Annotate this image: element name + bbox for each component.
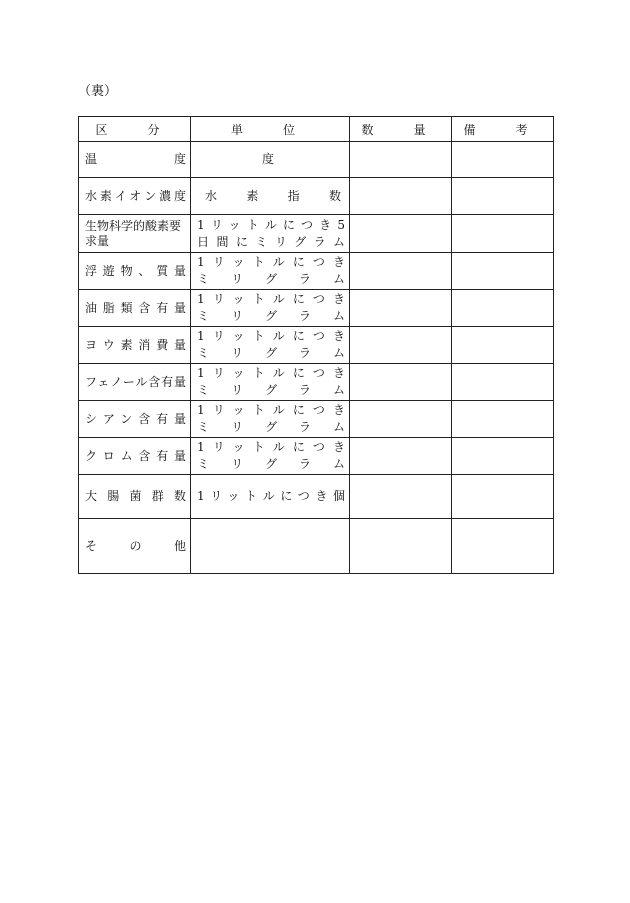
header-unit: 単 位	[191, 117, 350, 142]
table-row	[79, 364, 554, 401]
row-category: 水素イオン濃度	[79, 178, 191, 215]
unit-line: 1リットルにつき	[197, 403, 345, 417]
row-quantity	[350, 253, 452, 290]
row-quantity	[350, 438, 452, 475]
unit-line: 1リットルにつき個	[197, 489, 345, 503]
row-remarks	[452, 253, 554, 290]
row-unit	[191, 290, 350, 327]
row-remarks	[452, 327, 554, 364]
row-category: シアン含有量	[79, 401, 191, 438]
row-unit	[191, 438, 350, 475]
unit-line: 1リットルにつき	[197, 440, 345, 454]
table-row	[79, 290, 554, 327]
row-remarks	[452, 215, 554, 253]
header-remarks: 備 考	[452, 117, 554, 142]
unit-line: 1リットルにつき	[197, 292, 345, 306]
row-category: 油脂類含有量	[79, 290, 191, 327]
row-quantity	[350, 401, 452, 438]
measurement-table	[78, 116, 554, 574]
table-row	[79, 327, 554, 364]
table-row	[79, 519, 554, 574]
row-quantity	[350, 475, 452, 519]
row-unit	[191, 401, 350, 438]
row-remarks	[452, 364, 554, 401]
row-category: クロム含有量	[79, 438, 191, 475]
row-quantity	[350, 519, 452, 574]
page-side-label: （裏）	[78, 84, 118, 99]
row-category: 生物科学的酸素要求量	[79, 215, 191, 253]
unit-line: 1リットルにつき	[197, 255, 345, 269]
row-category: 浮遊物、質量	[79, 253, 191, 290]
row-unit	[191, 327, 350, 364]
row-unit	[191, 215, 350, 253]
row-unit	[191, 519, 350, 574]
row-remarks	[452, 475, 554, 519]
table-row	[79, 253, 554, 290]
unit-line: 1リットルにつき	[197, 366, 345, 380]
row-remarks	[452, 290, 554, 327]
row-unit	[191, 475, 350, 519]
table-row	[79, 178, 554, 215]
table-row	[79, 215, 554, 253]
row-remarks	[452, 178, 554, 215]
unit-line: ミリグラム	[197, 420, 345, 434]
row-remarks	[452, 142, 554, 178]
row-quantity	[350, 215, 452, 253]
row-quantity	[350, 364, 452, 401]
row-category: 大腸菌群数	[79, 475, 191, 519]
unit-line: 日間にミリグラム	[197, 234, 345, 249]
row-unit: 度	[191, 142, 350, 178]
row-remarks	[452, 401, 554, 438]
unit-line: 1リットルにつき5	[197, 217, 345, 232]
row-unit: 水素指数	[191, 178, 350, 215]
table-row	[79, 475, 554, 519]
row-category: ヨウ素消費量	[79, 327, 191, 364]
header-quantity: 数 量	[350, 117, 452, 142]
table-row	[79, 438, 554, 475]
unit-line: ミリグラム	[197, 346, 345, 360]
table-row	[79, 401, 554, 438]
row-category: 温度	[79, 142, 191, 178]
row-unit	[191, 364, 350, 401]
row-unit	[191, 253, 350, 290]
row-category: フェノール含有量	[79, 364, 191, 401]
unit-line: 1リットルにつき	[197, 329, 345, 343]
row-quantity	[350, 178, 452, 215]
row-quantity	[350, 290, 452, 327]
unit-line: ミリグラム	[197, 309, 345, 323]
row-remarks	[452, 519, 554, 574]
unit-line: ミリグラム	[197, 457, 345, 471]
table-row	[79, 142, 554, 178]
row-remarks	[452, 438, 554, 475]
table-header-row	[79, 117, 554, 142]
header-category: 区 分	[79, 117, 191, 142]
unit-line: ミリグラム	[197, 272, 345, 286]
row-category: その他	[79, 519, 191, 574]
row-quantity	[350, 327, 452, 364]
unit-line: ミリグラム	[197, 383, 345, 397]
row-quantity	[350, 142, 452, 178]
